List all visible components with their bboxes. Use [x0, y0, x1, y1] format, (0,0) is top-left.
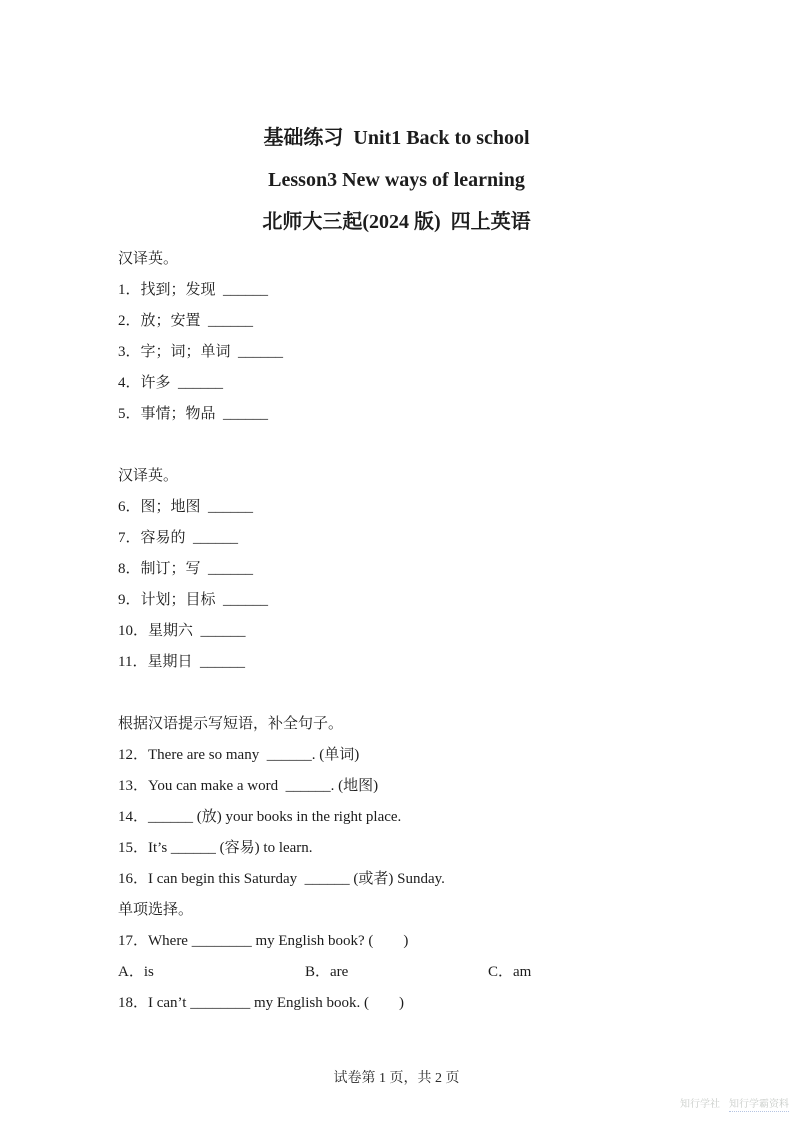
- question-13: 13．You can make a word ______. (地图): [118, 778, 379, 794]
- question-9: 9．计划；目标 ______: [118, 592, 269, 608]
- section-gap: [118, 678, 753, 709]
- question-17: 17．Where ________ my English book? ( ): [118, 933, 409, 949]
- section-multiple-choice: [118, 895, 753, 1019]
- section-gap: [118, 430, 753, 461]
- question-12: 12．There are so many ______. (单词): [118, 747, 360, 763]
- option-b: B．are: [305, 964, 349, 980]
- worksheet-body: [118, 243, 753, 1019]
- watermark-text-right: 知行学霸资料: [729, 1099, 789, 1110]
- worksheet-title-lesson: Lesson3 New ways of learning: [268, 169, 525, 191]
- worksheet-title-unit: 基础练习 Unit1 Back to school: [263, 127, 530, 149]
- section-header: 汉译英。: [118, 468, 179, 484]
- watermark-text-left: 知行学社: [680, 1099, 720, 1110]
- question-3: 3．字；词；单词 ______: [118, 344, 284, 360]
- question-16: 16．I can begin this Saturday ______ (或者) Sunday.: [118, 871, 445, 887]
- question-4: 4．许多 ______: [118, 375, 224, 391]
- question-2: 2．放；安置 ______: [118, 313, 254, 329]
- question-14: 14．______ (放) your books in the right place.: [118, 809, 402, 825]
- worksheet-title-edition: 北师大三起(2024 版) 四上英语: [262, 211, 531, 233]
- section-header: 单项选择。: [118, 902, 194, 918]
- page-footer: [0, 1068, 793, 1090]
- question-5: 5．事情；物品 ______: [118, 406, 269, 422]
- section-translation-1: [118, 244, 753, 430]
- option-a: A．is: [118, 964, 154, 980]
- question-7: 7．容易的 ______: [118, 530, 239, 546]
- section-header: 根据汉语提示写短语，补全句子。: [118, 716, 344, 732]
- question-15: 15．It’s ______ (容易) to learn.: [118, 840, 313, 856]
- question-1: 1．找到；发现 ______: [118, 282, 269, 298]
- question-10: 10．星期六 ______: [118, 623, 246, 639]
- section-header: 汉译英。: [118, 251, 179, 267]
- title-block: [0, 0, 793, 243]
- question-11: 11．星期日 ______: [118, 654, 245, 670]
- option-c: C．am: [488, 964, 532, 980]
- section-translation-2: [118, 461, 753, 678]
- watermark: [680, 1099, 789, 1112]
- question-18: 18．I can’t ________ my English book. ( ): [118, 995, 404, 1011]
- question-6: 6．图；地图 ______: [118, 499, 254, 515]
- question-17-options: [118, 957, 753, 988]
- section-complete-sentences: [118, 709, 753, 895]
- question-8: 8．制订；写 ______: [118, 561, 254, 577]
- page-number-label: 试卷第 1 页，共 2 页: [333, 1071, 460, 1086]
